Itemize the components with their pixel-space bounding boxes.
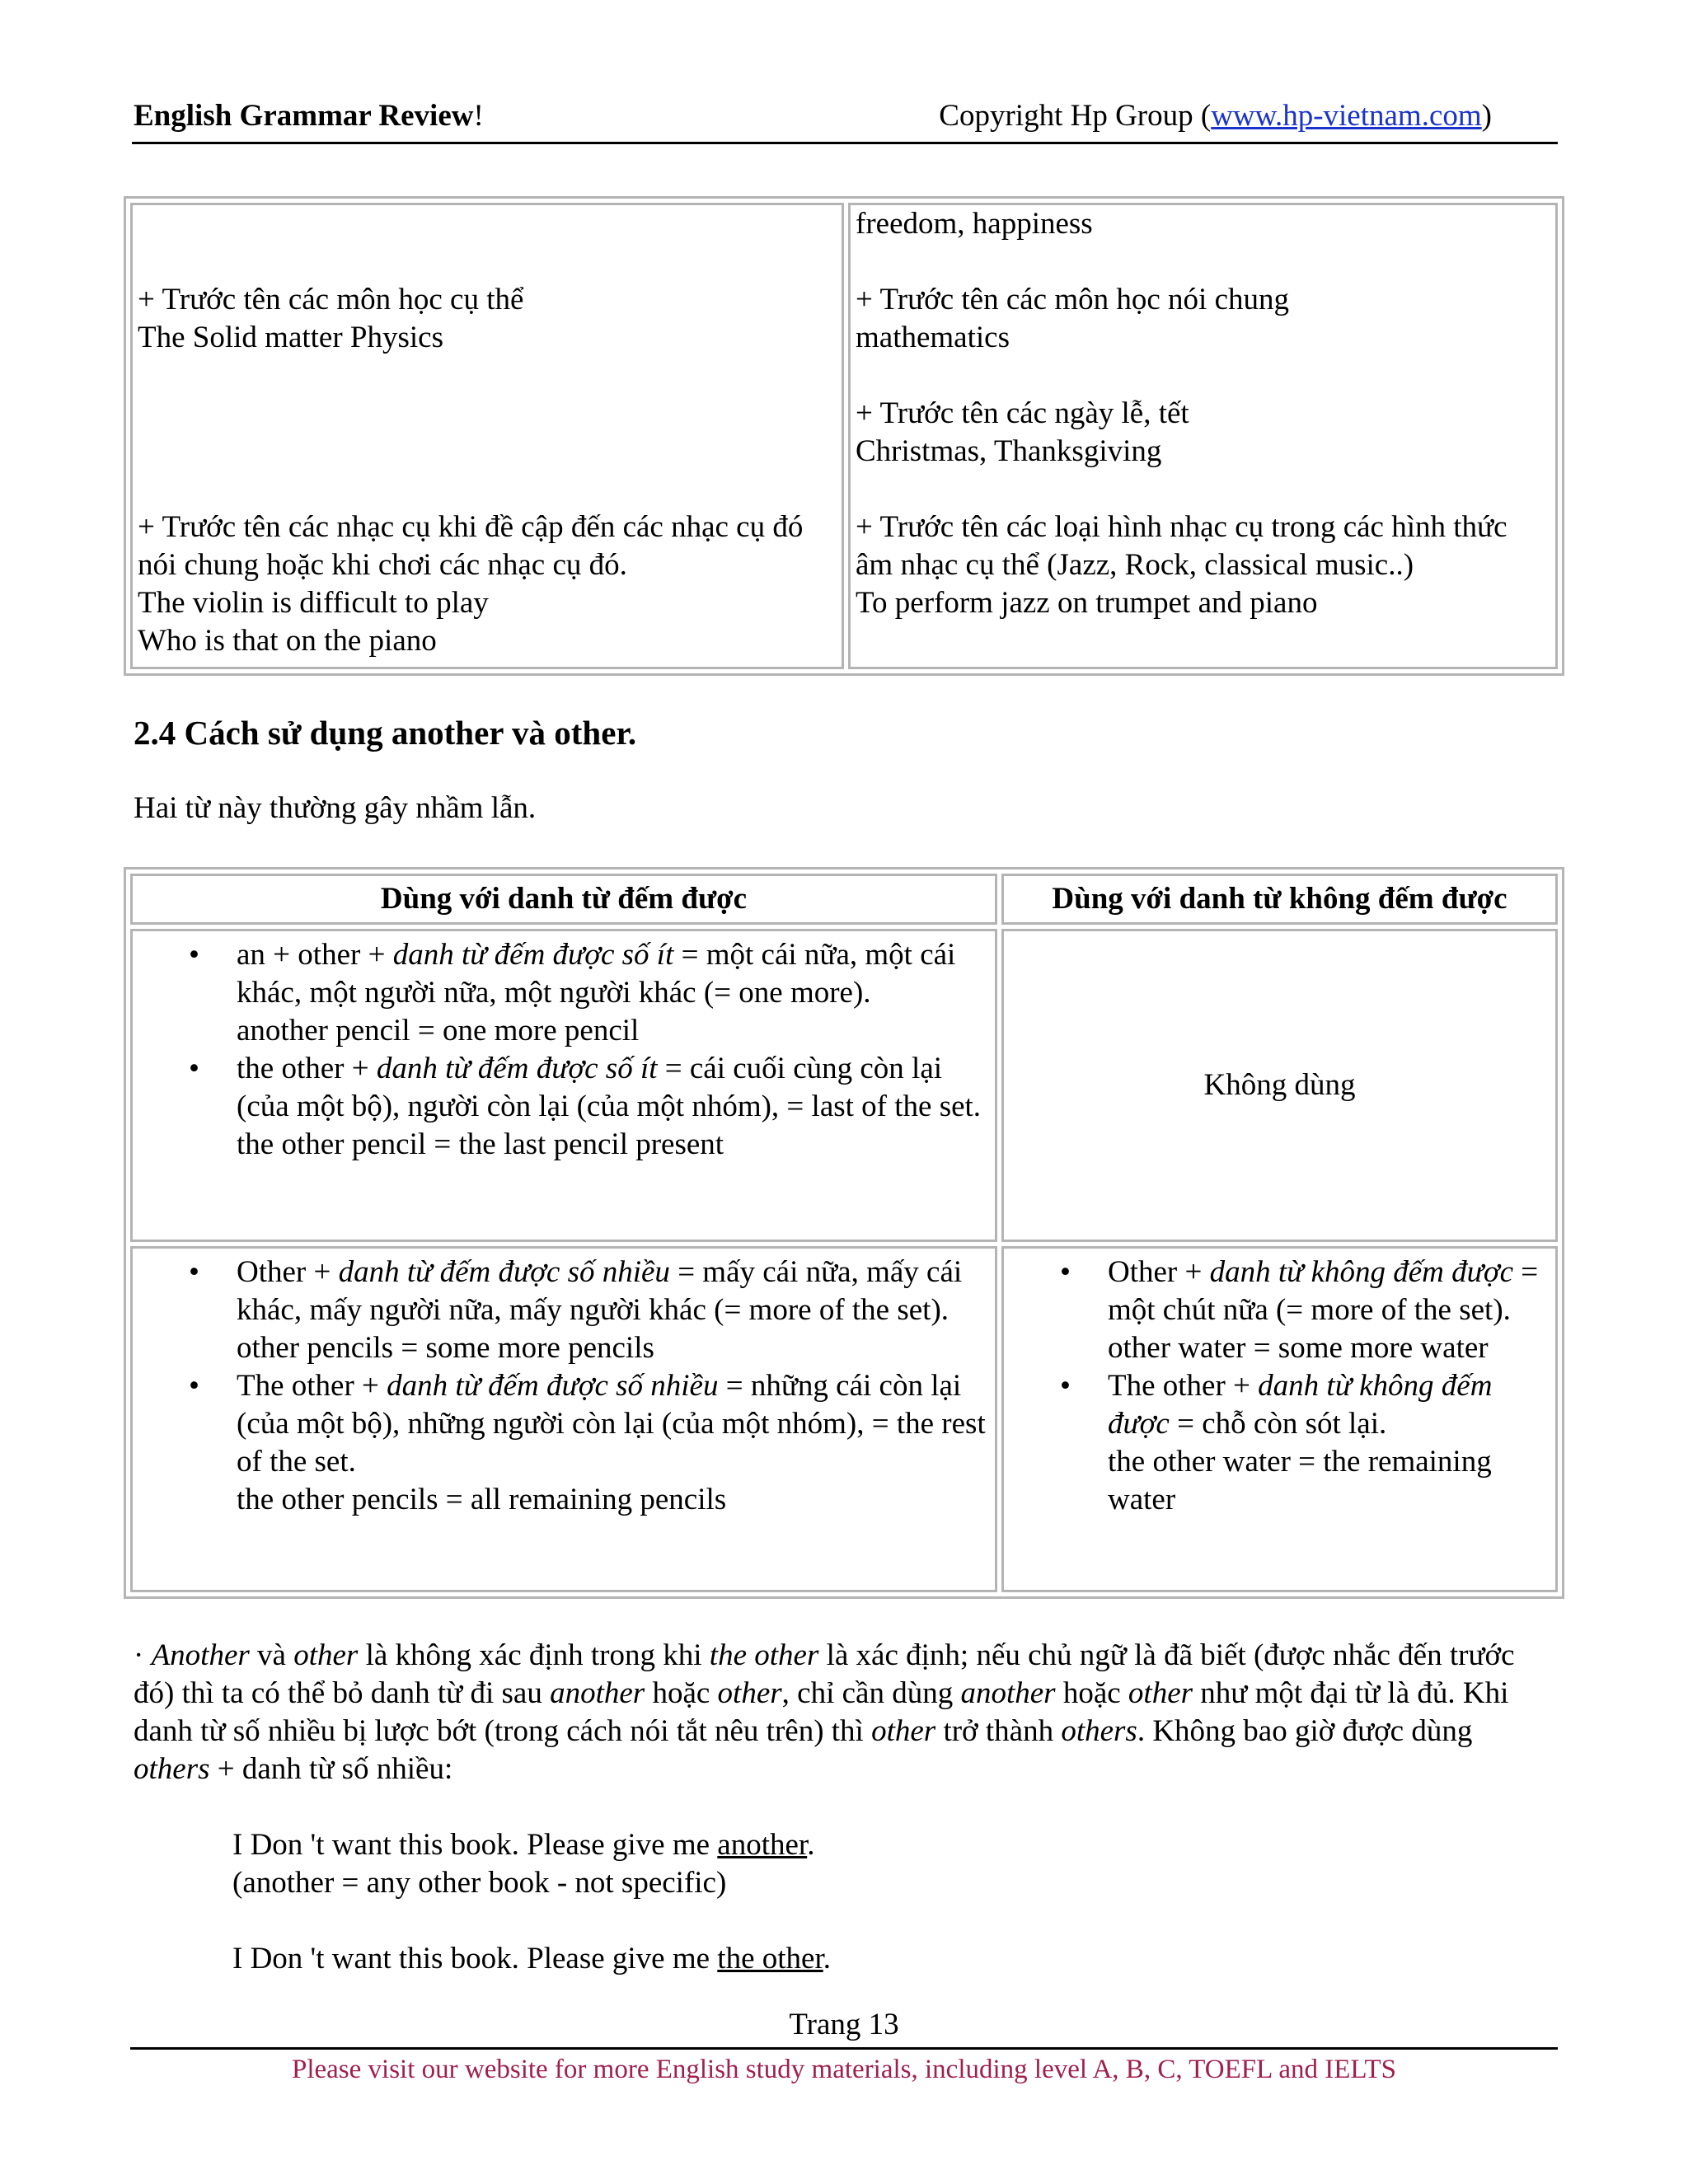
countable-singular-cell: [130, 929, 997, 1242]
abstract-nouns-example: freedom, happiness: [856, 207, 1093, 241]
list-item: • The other + danh từ đếm được số nhiều = những cái còn lại (của một bộ), những người còn lại (của một nhóm), = the rest of the set. the other pencils = all remaining pencils: [237, 1367, 990, 1519]
uncountable-singular-cell: Không dùng: [1001, 929, 1558, 1242]
subjects-general-rule: + Trước tên các môn học nói chung: [856, 283, 1289, 316]
holidays-rule: + Trước tên các ngày lễ, tết: [856, 396, 1189, 430]
instruments-example-2: Who is that on the piano: [138, 624, 437, 658]
table1-right-cell: [848, 203, 1558, 669]
article-usage-table: [124, 196, 1564, 676]
section-intro: Hai từ này thường gây nhầm lẫn.: [134, 791, 537, 825]
usage-note: · Another và other là không xác định trong khi the other là xác định; nếu chủ ngữ là đã biết (được nhắc đến trước đó) thì ta có thể bỏ danh từ đi sau another hoặc other, chỉ cần dùng another hoặc other như một đại từ là đủ. Khi danh từ số nhiều bị lược bớt (trong cách nói tắt nêu trên) thì other trở thành others. Không bao giờ được dùng others + danh từ số nhiều:: [134, 1638, 1515, 1786]
uncountable-plural-cell: [1001, 1246, 1558, 1592]
page-number: Trang 13: [789, 2008, 899, 2041]
subjects-specific-example: The Solid matter Physics: [138, 321, 443, 354]
header-title: English Grammar Review!: [134, 99, 484, 133]
website-link[interactable]: www.hp-vietnam.com: [1211, 99, 1482, 133]
section-heading: 2.4 Cách sử dụng another và other.: [134, 714, 637, 752]
instruments-rule: + Trước tên các nhạc cụ khi đề cập đến các nhạc cụ đó nói chung hoặc khi chơi các nhạc cụ đó.: [138, 510, 804, 582]
uncountable-header: Dùng với danh từ không đếm được: [1001, 874, 1558, 925]
music-genre-rule: + Trước tên các loại hình nhạc cụ trong các hình thức âm nhạc cụ thể (Jazz, Rock, classical music..): [856, 510, 1507, 582]
list-item: • an + other + danh từ đếm được số ít = một cái nữa, một cái khác, một người nữa, một người khác (= one more). another pencil = one more pencil: [237, 936, 990, 1050]
list-item: • Other + danh từ đếm được số nhiều = mấy cái nữa, mấy cái khác, mấy người nữa, mấy người khác (= more of the set). other pencils = some more pencils: [237, 1254, 990, 1367]
music-genre-example: To perform jazz on trumpet and piano: [856, 586, 1318, 620]
footer-divider: [130, 2047, 1558, 2050]
countable-plural-cell: [130, 1246, 997, 1592]
subjects-general-example: mathematics: [856, 321, 1010, 354]
subjects-specific-rule: + Trước tên các môn học cụ thể: [138, 283, 524, 316]
example-1: I Don 't want this book. Please give me another.: [232, 1828, 815, 1862]
page-header: [132, 97, 1558, 144]
list-item: • The other + danh từ không đếm được = chỗ còn sót lại. the other water = the remaining water: [1108, 1367, 1550, 1519]
example-1-note: (another = any other book - not specific): [232, 1866, 727, 1900]
list-item: • the other + danh từ đếm được số ít = cái cuối cùng còn lại (của một bộ), người còn lại (của một nhóm), = last of the set. the other pencil = the last pencil present: [237, 1050, 990, 1164]
footer-note: Please visit our website for more English study materials, including level A, B, C, TOEFL and IELTS: [291, 2055, 1396, 2084]
instruments-example-1: The violin is difficult to play: [138, 586, 489, 620]
another-other-table: [124, 867, 1564, 1599]
example-2: I Don 't want this book. Please give me the other.: [232, 1942, 831, 1975]
table1-left-cell: [130, 203, 844, 669]
header-copyright: Copyright Hp Group (www.hp-vietnam.com): [939, 99, 1492, 133]
holidays-example: Christmas, Thanksgiving: [856, 434, 1162, 468]
countable-header: Dùng với danh từ đếm được: [130, 874, 997, 925]
list-item: • Other + danh từ không đếm được = một chút nữa (= more of the set). other water = some more water: [1108, 1254, 1550, 1367]
